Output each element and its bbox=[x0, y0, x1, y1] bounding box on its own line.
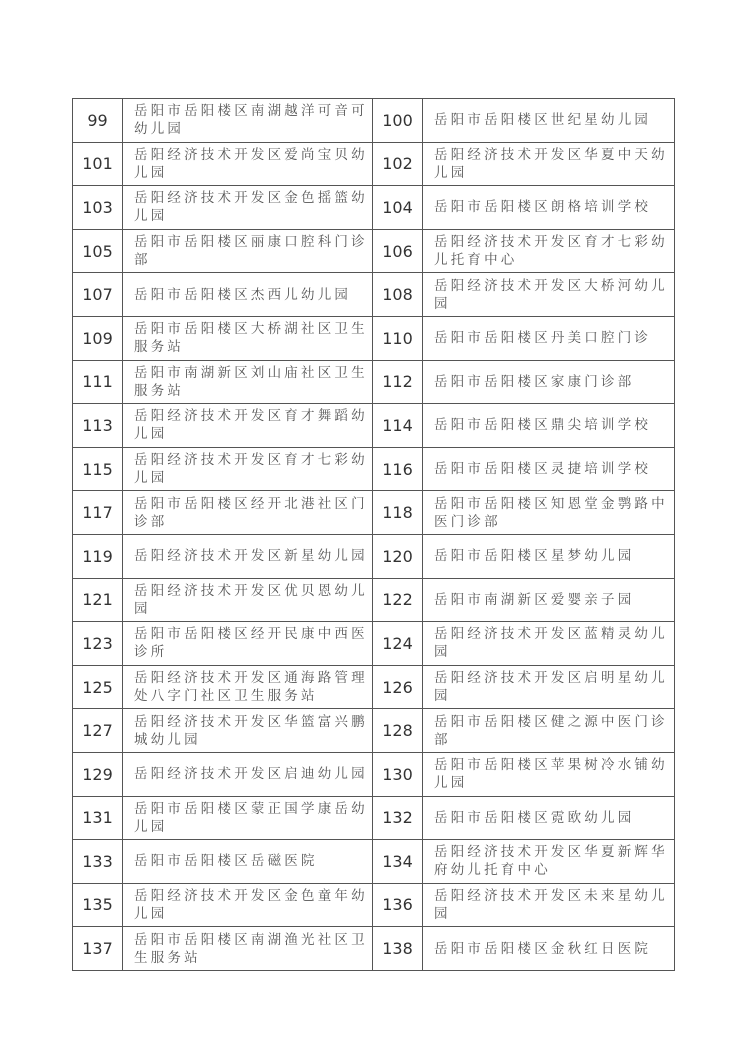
institution-name: 岳阳市岳阳楼区杰西儿幼儿园 bbox=[123, 273, 373, 317]
table-row bbox=[73, 99, 675, 143]
row-number: 133 bbox=[73, 840, 123, 884]
institution-name: 岳阳市岳阳楼区蒙正国学康岳幼儿园 bbox=[123, 796, 373, 840]
institution-name: 岳阳市岳阳楼区知恩堂金鹗路中医门诊部 bbox=[423, 491, 675, 535]
table-row bbox=[73, 840, 675, 884]
row-number: 104 bbox=[373, 186, 423, 230]
institution-table bbox=[72, 98, 675, 971]
row-number: 135 bbox=[73, 883, 123, 927]
institution-name: 岳阳经济技术开发区育才七彩幼儿园 bbox=[123, 447, 373, 491]
row-number: 114 bbox=[373, 404, 423, 448]
row-number: 112 bbox=[373, 360, 423, 404]
institution-name: 岳阳经济技术开发区大桥河幼儿园 bbox=[423, 273, 675, 317]
table-row bbox=[73, 404, 675, 448]
row-number: 129 bbox=[73, 752, 123, 796]
institution-name: 岳阳经济技术开发区启明星幼儿园 bbox=[423, 665, 675, 709]
institution-name: 岳阳市岳阳楼区大桥湖社区卫生服务站 bbox=[123, 316, 373, 360]
table-row bbox=[73, 273, 675, 317]
institution-name: 岳阳经济技术开发区育才舞蹈幼儿园 bbox=[123, 404, 373, 448]
row-number: 134 bbox=[373, 840, 423, 884]
table-row bbox=[73, 316, 675, 360]
row-number: 115 bbox=[73, 447, 123, 491]
institution-name: 岳阳市岳阳楼区丽康口腔科门诊部 bbox=[123, 229, 373, 273]
row-number: 116 bbox=[373, 447, 423, 491]
row-number: 108 bbox=[373, 273, 423, 317]
row-number: 105 bbox=[73, 229, 123, 273]
row-number: 106 bbox=[373, 229, 423, 273]
row-number: 119 bbox=[73, 534, 123, 578]
row-number: 121 bbox=[73, 578, 123, 622]
institution-name: 岳阳经济技术开发区优贝恩幼儿园 bbox=[123, 578, 373, 622]
row-number: 109 bbox=[73, 316, 123, 360]
institution-name: 岳阳市岳阳楼区星梦幼儿园 bbox=[423, 534, 675, 578]
institution-name: 岳阳市岳阳楼区家康门诊部 bbox=[423, 360, 675, 404]
row-number: 103 bbox=[73, 186, 123, 230]
table-row bbox=[73, 229, 675, 273]
table-row bbox=[73, 360, 675, 404]
row-number: 124 bbox=[373, 622, 423, 666]
table-row bbox=[73, 883, 675, 927]
table-row bbox=[73, 752, 675, 796]
institution-name: 岳阳经济技术开发区爱尚宝贝幼儿园 bbox=[123, 142, 373, 186]
institution-name: 岳阳市岳阳楼区朗格培训学校 bbox=[423, 186, 675, 230]
institution-name: 岳阳市岳阳楼区苹果树冷水铺幼儿园 bbox=[423, 752, 675, 796]
institution-name: 岳阳市岳阳楼区岳磁医院 bbox=[123, 840, 373, 884]
institution-name: 岳阳经济技术开发区未来星幼儿园 bbox=[423, 883, 675, 927]
institution-name: 岳阳经济技术开发区华夏中天幼儿园 bbox=[423, 142, 675, 186]
row-number: 101 bbox=[73, 142, 123, 186]
row-number: 113 bbox=[73, 404, 123, 448]
institution-name: 岳阳市岳阳楼区南湖越洋可音可幼儿园 bbox=[123, 99, 373, 143]
institution-name: 岳阳经济技术开发区通海路管理处八字门社区卫生服务站 bbox=[123, 665, 373, 709]
institution-name: 岳阳市岳阳楼区经开北港社区门诊部 bbox=[123, 491, 373, 535]
row-number: 118 bbox=[373, 491, 423, 535]
table-row bbox=[73, 142, 675, 186]
institution-name: 岳阳经济技术开发区蓝精灵幼儿园 bbox=[423, 622, 675, 666]
institution-name: 岳阳市岳阳楼区灵捷培训学校 bbox=[423, 447, 675, 491]
row-number: 100 bbox=[373, 99, 423, 143]
row-number: 107 bbox=[73, 273, 123, 317]
table-row bbox=[73, 927, 675, 971]
row-number: 138 bbox=[373, 927, 423, 971]
row-number: 123 bbox=[73, 622, 123, 666]
row-number: 131 bbox=[73, 796, 123, 840]
row-number: 102 bbox=[373, 142, 423, 186]
institution-name: 岳阳市南湖新区刘山庙社区卫生服务站 bbox=[123, 360, 373, 404]
row-number: 111 bbox=[73, 360, 123, 404]
row-number: 136 bbox=[373, 883, 423, 927]
institution-name: 岳阳经济技术开发区华篮富兴鹏城幼儿园 bbox=[123, 709, 373, 753]
table-row bbox=[73, 665, 675, 709]
institution-name: 岳阳经济技术开发区金色摇篮幼儿园 bbox=[123, 186, 373, 230]
institution-name: 岳阳市岳阳楼区金秋红日医院 bbox=[423, 927, 675, 971]
institution-name: 岳阳经济技术开发区金色童年幼儿园 bbox=[123, 883, 373, 927]
row-number: 126 bbox=[373, 665, 423, 709]
institution-name: 岳阳市岳阳楼区健之源中医门诊部 bbox=[423, 709, 675, 753]
institution-name: 岳阳市岳阳楼区世纪星幼儿园 bbox=[423, 99, 675, 143]
table-row bbox=[73, 447, 675, 491]
row-number: 117 bbox=[73, 491, 123, 535]
table-row bbox=[73, 186, 675, 230]
row-number: 130 bbox=[373, 752, 423, 796]
institution-name: 岳阳经济技术开发区华夏新辉华府幼儿托育中心 bbox=[423, 840, 675, 884]
table-row bbox=[73, 578, 675, 622]
institution-name: 岳阳市岳阳楼区经开民康中西医诊所 bbox=[123, 622, 373, 666]
row-number: 99 bbox=[73, 99, 123, 143]
institution-name: 岳阳市南湖新区爱婴亲子园 bbox=[423, 578, 675, 622]
table-row bbox=[73, 491, 675, 535]
row-number: 120 bbox=[373, 534, 423, 578]
row-number: 127 bbox=[73, 709, 123, 753]
institution-name: 岳阳市岳阳楼区霓欧幼儿园 bbox=[423, 796, 675, 840]
institution-name: 岳阳经济技术开发区育才七彩幼儿托育中心 bbox=[423, 229, 675, 273]
row-number: 128 bbox=[373, 709, 423, 753]
institution-name: 岳阳经济技术开发区新星幼儿园 bbox=[123, 534, 373, 578]
table-row bbox=[73, 709, 675, 753]
row-number: 132 bbox=[373, 796, 423, 840]
institution-name: 岳阳市岳阳楼区鼎尖培训学校 bbox=[423, 404, 675, 448]
institution-name: 岳阳市岳阳楼区丹美口腔门诊 bbox=[423, 316, 675, 360]
table-row bbox=[73, 796, 675, 840]
row-number: 137 bbox=[73, 927, 123, 971]
row-number: 125 bbox=[73, 665, 123, 709]
institution-name: 岳阳经济技术开发区启迪幼儿园 bbox=[123, 752, 373, 796]
table-row bbox=[73, 622, 675, 666]
institution-name: 岳阳市岳阳楼区南湖渔光社区卫生服务站 bbox=[123, 927, 373, 971]
row-number: 110 bbox=[373, 316, 423, 360]
table-row bbox=[73, 534, 675, 578]
row-number: 122 bbox=[373, 578, 423, 622]
